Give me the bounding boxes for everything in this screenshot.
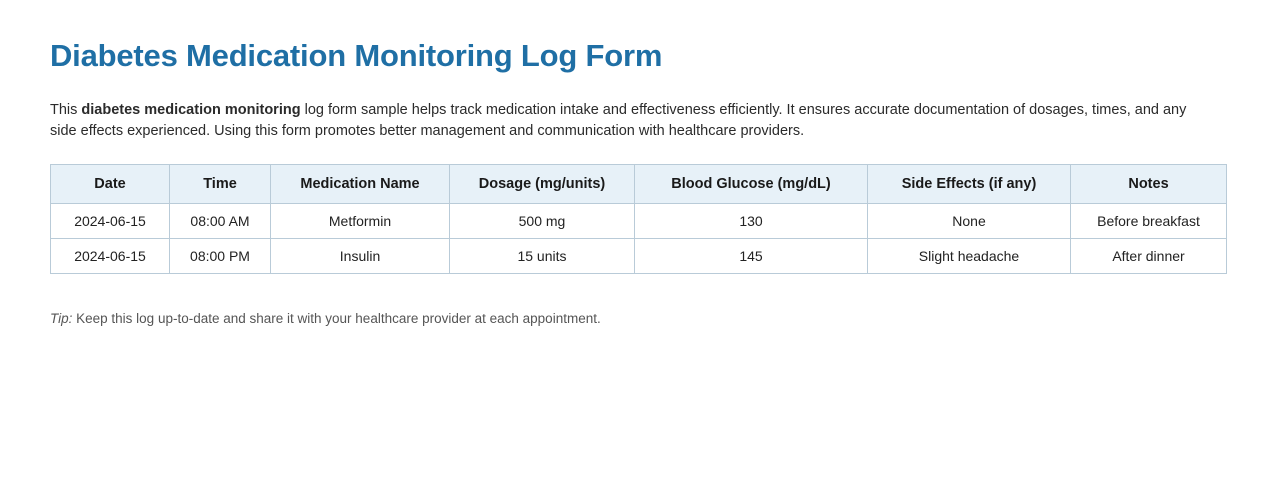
page-title: Diabetes Medication Monitoring Log Form (50, 38, 663, 73)
column-header-date: Date (51, 164, 170, 203)
table-row (51, 238, 1227, 273)
cell-dosage: 500 mg (450, 203, 635, 238)
cell-side-effects: Slight headache (868, 238, 1071, 273)
cell-medication: Insulin (271, 238, 450, 273)
cell-notes: Before breakfast (1071, 203, 1227, 238)
cell-dosage: 15 units (450, 238, 635, 273)
cell-date: 2024-06-15 (51, 203, 170, 238)
cell-medication: Metformin (271, 203, 450, 238)
cell-side-effects: None (868, 203, 1071, 238)
column-header-dosage: Dosage (mg/units) (450, 164, 635, 203)
column-header-notes: Notes (1071, 164, 1227, 203)
cell-time: 08:00 PM (170, 238, 271, 273)
cell-date: 2024-06-15 (51, 238, 170, 273)
cell-glucose: 145 (635, 238, 868, 273)
intro-text-bold: diabetes medication monitoring (81, 101, 301, 118)
table-row (51, 203, 1227, 238)
intro-text-after: log form sample helps track medication intake and effectiveness efficiently. It ensures accurate documentation of dosages, times, and any side effects experienced. Using this form promotes better management and communication with healthcare providers. (50, 101, 1187, 139)
column-header-blood-glucose: Blood Glucose (mg/dL) (635, 164, 868, 203)
table-header-row (51, 164, 1227, 203)
medication-log-table (50, 164, 1227, 274)
intro-paragraph (50, 100, 1210, 142)
cell-glucose: 130 (635, 203, 868, 238)
tip-label: Tip: (50, 310, 73, 326)
table-header (51, 164, 1227, 203)
cell-time: 08:00 AM (170, 203, 271, 238)
column-header-medication-name: Medication Name (271, 164, 450, 203)
column-header-time: Time (170, 164, 271, 203)
table-body (51, 203, 1227, 273)
intro-text-before: This (50, 101, 82, 118)
cell-notes: After dinner (1071, 238, 1227, 273)
column-header-side-effects: Side Effects (if any) (868, 164, 1071, 203)
tip-note (50, 311, 1228, 326)
tip-text: Keep this log up-to-date and share it with your healthcare provider at each appointment. (72, 310, 601, 326)
